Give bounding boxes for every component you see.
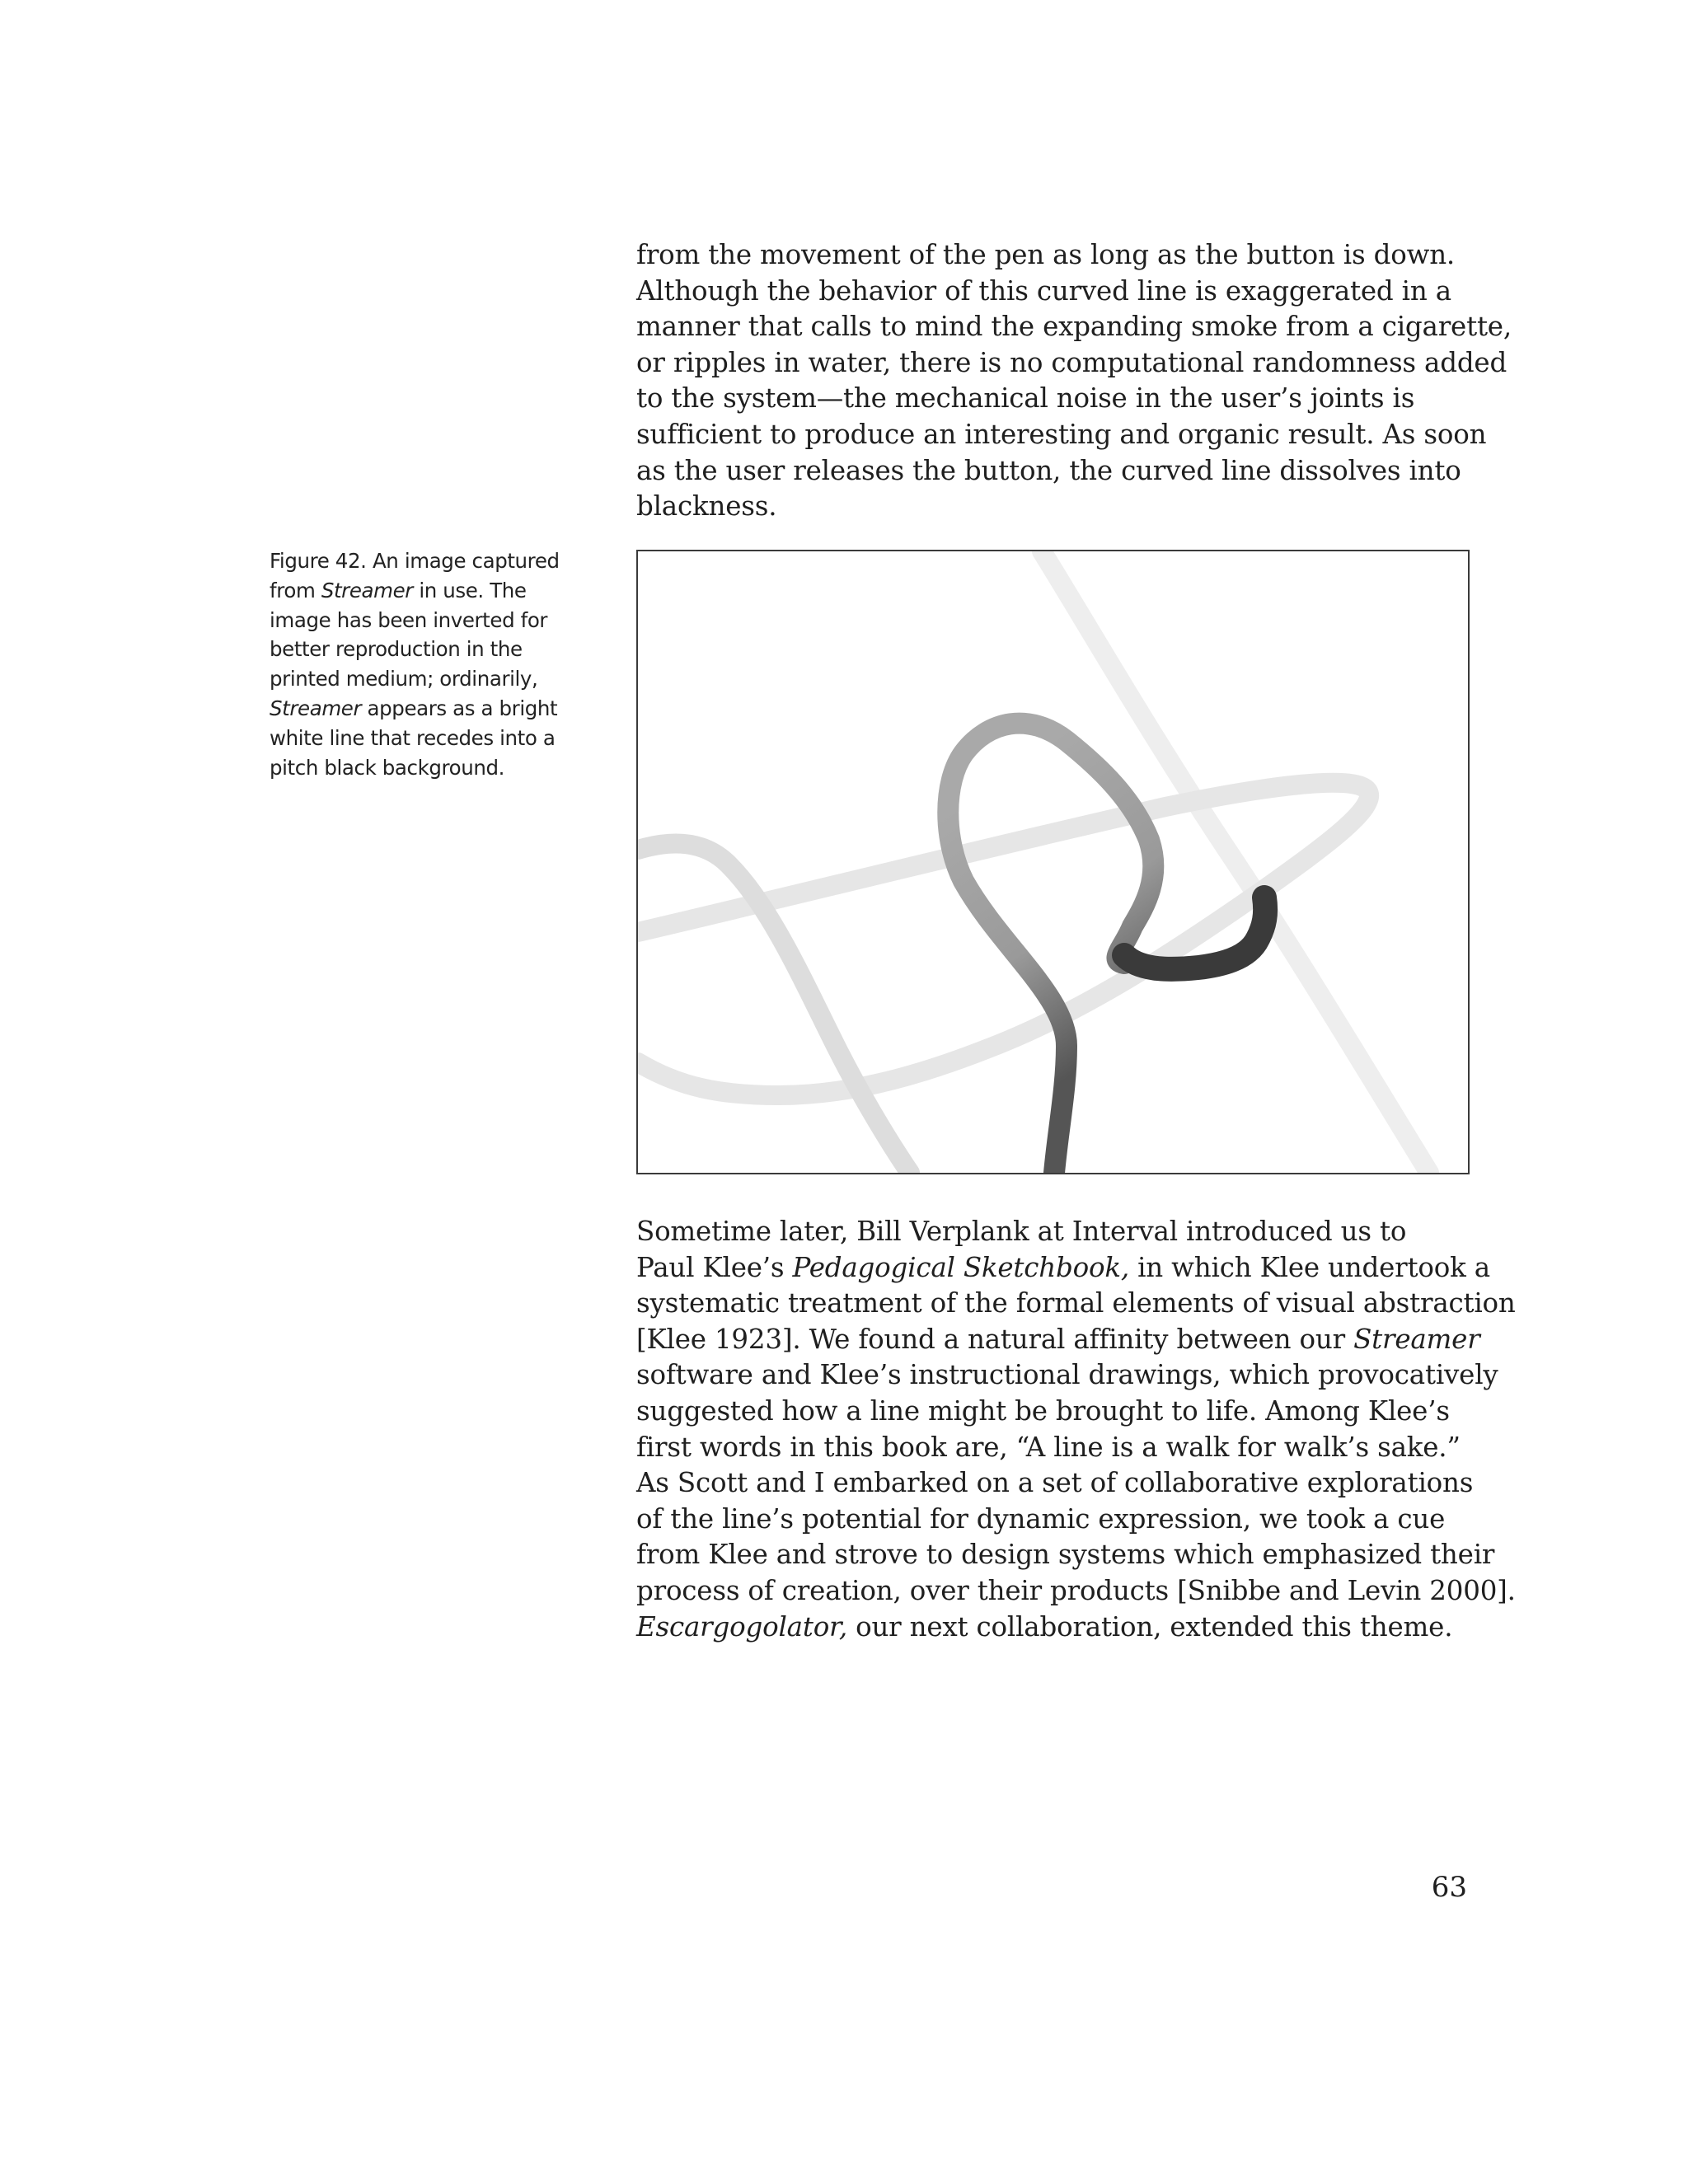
text-line [636, 1322, 1493, 1358]
text-line: first words in this book are, “A line is a walk for walk’s sake.” [636, 1431, 1461, 1463]
text-line: As Scott and I embarked on a set of collaborative explorations [636, 1467, 1474, 1499]
text-run: Paul Klee’s [636, 1251, 793, 1283]
caption-italic-title: Streamer [321, 578, 413, 602]
caption-line [270, 694, 583, 724]
caption-line: image has been inverted for [270, 607, 548, 632]
text-line [636, 1250, 1493, 1286]
text-line: of the line’s potential for dynamic expression, we took a cue [636, 1502, 1446, 1535]
text-line [636, 1610, 1493, 1646]
body-paragraph-top [636, 237, 1512, 525]
caption-text: appears as a bright [361, 696, 558, 720]
figure-caption [270, 546, 583, 782]
project-title-italic: Escargogolator, [636, 1610, 847, 1643]
page-number: 63 [1431, 1871, 1467, 1904]
text-line: or ripples in water, there is no computational randomness added [636, 346, 1507, 378]
text-line: to the system—the mechanical noise in the user’s joints is [636, 382, 1415, 415]
streamer-drawing [638, 551, 1468, 1173]
text-line: systematic treatment of the formal elements of visual abstraction [636, 1287, 1516, 1319]
caption-line: Figure 42. An image captured [270, 549, 560, 573]
faint-stroke [1042, 551, 1429, 1173]
text-run: our next collaboration, extended this theme. [846, 1610, 1453, 1643]
text-line: Although the behavior of this curved line is exaggerated in a [636, 274, 1451, 307]
text-line: process of creation, over their products [Snibbe and Levin 2000]. [636, 1574, 1516, 1606]
text-run: in which Klee undertook a [1128, 1251, 1490, 1283]
text-line: suggested how a line might be brought to life. Among Klee’s [636, 1394, 1450, 1427]
text-line: as the user releases the button, the curved line dissolves into [636, 454, 1461, 486]
text-line: software and Klee’s instructional drawings, which provocatively [636, 1359, 1498, 1391]
text-line: sufficient to produce an interesting and organic result. As soon [636, 418, 1487, 450]
caption-italic-title: Streamer [270, 696, 362, 720]
caption-line: white line that recedes into a [270, 725, 556, 750]
body-paragraph-bottom [636, 1214, 1516, 1645]
text-line: Sometime later, Bill Verplank at Interval introduced us to [636, 1216, 1407, 1247]
figure-image [636, 550, 1470, 1174]
caption-line: better reproduction in the [270, 637, 523, 662]
caption-line: printed medium; ordinarily, [270, 667, 538, 691]
text-line: manner that calls to mind the expanding smoke from a cigarette, [636, 311, 1512, 343]
text-line: from the movement of the pen as long as the button is down. [636, 239, 1456, 270]
book-title-italic: Pedagogical Sketchbook, [792, 1251, 1129, 1283]
text-line: from Klee and strove to design systems which emphasized their [636, 1539, 1495, 1571]
caption-line [270, 576, 583, 606]
software-title-italic: Streamer [1353, 1323, 1480, 1355]
caption-text: from [270, 578, 321, 602]
text-line: blackness. [636, 490, 777, 523]
text-run: [Klee 1923]. We found a natural affinity between our [636, 1323, 1354, 1355]
caption-line: pitch black background. [270, 755, 505, 780]
caption-text: in use. The [412, 578, 527, 602]
